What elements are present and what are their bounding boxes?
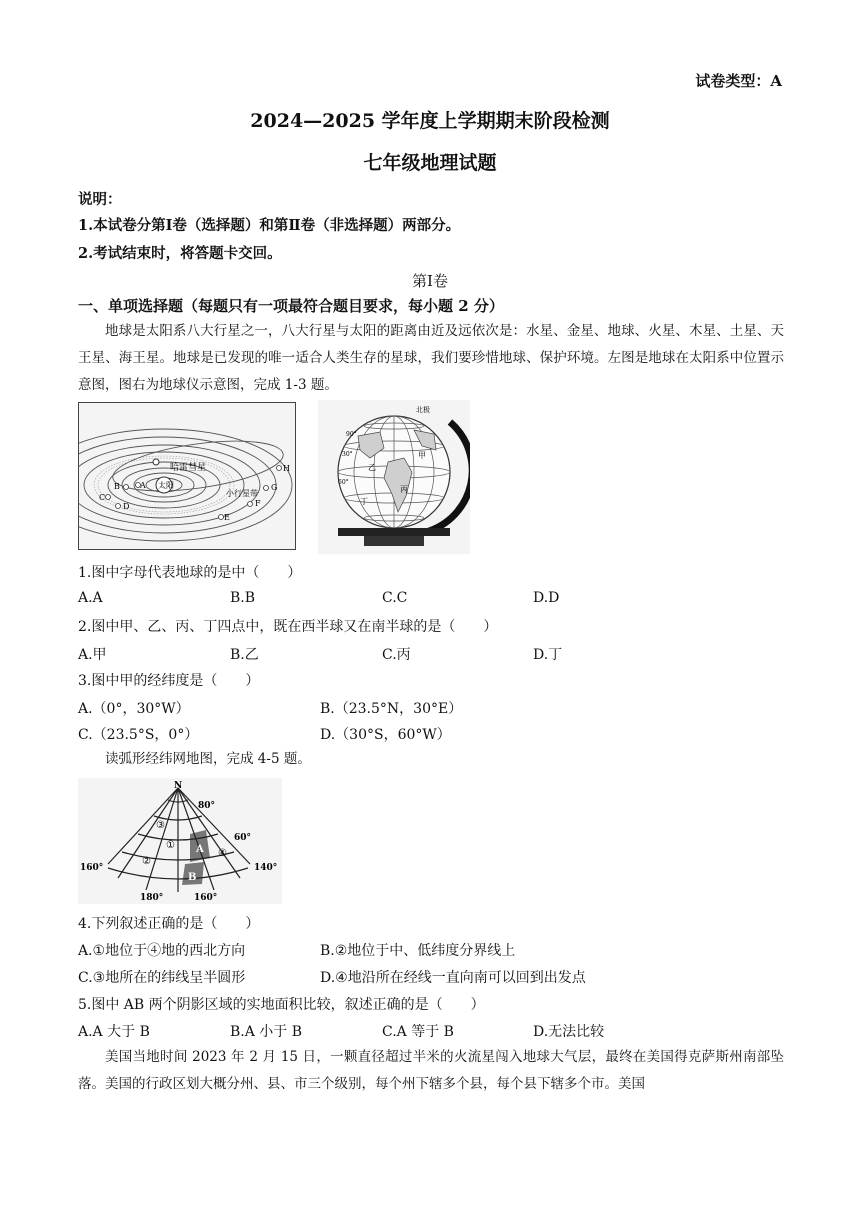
instructions-label: 说明： bbox=[78, 191, 122, 208]
globe-label: 北极 bbox=[416, 406, 430, 414]
question-stem: 1.图中字母代表地球的是中（ ） bbox=[78, 565, 302, 581]
answer-option: A.（0°，30°W） bbox=[78, 701, 190, 717]
grid-label: ② bbox=[142, 856, 151, 867]
solar-label: H bbox=[283, 464, 290, 473]
exam-subtitle: 七年级地理试题 bbox=[363, 152, 497, 174]
answer-option: B.A 小于 B bbox=[230, 1024, 303, 1040]
exam-title: 2024—2025 学年度上学期期末阶段检测 bbox=[250, 110, 610, 132]
paper-type: 试卷类型：A bbox=[695, 72, 782, 90]
arc-grid-figure bbox=[78, 778, 282, 904]
answer-option: A.A 大于 B bbox=[78, 1024, 150, 1040]
answer-option: D.丁 bbox=[533, 647, 563, 663]
solar-label: B bbox=[114, 482, 120, 491]
globe-label: 丁 bbox=[360, 497, 368, 506]
answer-option: B.乙 bbox=[230, 647, 259, 663]
grid-label: B bbox=[188, 872, 197, 883]
section-heading: 一、单项选择题（每题只有一项最符合题目要求，每小题 2 分） bbox=[78, 297, 504, 315]
globe-label: 30° bbox=[342, 451, 353, 458]
solar-label: E bbox=[224, 513, 230, 522]
answer-option: D.D bbox=[533, 590, 560, 606]
answer-option: B.B bbox=[230, 590, 256, 606]
grid-label: ① bbox=[166, 840, 175, 851]
instruction-item: 2.考试结束时，将答题卡交回。 bbox=[78, 245, 282, 262]
question-stem: 4.下列叙述正确的是（ ） bbox=[78, 916, 260, 932]
grid-label: 140° bbox=[254, 863, 278, 873]
answer-option: B.②地位于中、低纬度分界线上 bbox=[320, 943, 516, 959]
globe-figure bbox=[318, 400, 470, 554]
globe-label: 丙 bbox=[400, 485, 408, 494]
solar-label: F bbox=[255, 499, 261, 508]
solar-label: 太阳 bbox=[158, 481, 174, 490]
globe-label: 90° bbox=[346, 431, 357, 438]
passage: 读弧形经纬网地图，完成 4-5 题。 bbox=[105, 751, 311, 767]
answer-option: C.C bbox=[382, 590, 408, 606]
answer-option: C.（23.5°S，0°） bbox=[78, 727, 199, 743]
volume-heading: 第Ⅰ卷 bbox=[412, 272, 448, 290]
question-stem: 2.图中甲、乙、丙、丁四点中，既在西半球又在南半球的是（ ） bbox=[78, 619, 498, 635]
solar-label: 哈雷彗星 bbox=[170, 463, 207, 473]
grid-label: ④ bbox=[218, 848, 227, 859]
grid-label: A bbox=[196, 844, 204, 855]
solar-label: 小行星带 bbox=[226, 489, 258, 498]
answer-option: D.④地沿所在经线一直向南可以回到出发点 bbox=[320, 970, 586, 986]
grid-label: ③ bbox=[156, 820, 165, 831]
solar-system-figure bbox=[78, 402, 296, 550]
solar-label: A bbox=[140, 481, 146, 490]
solar-label: D bbox=[123, 502, 130, 511]
answer-option: D.无法比较 bbox=[533, 1024, 605, 1040]
grid-label: 160° bbox=[80, 863, 104, 873]
question-stem: 3.图中甲的经纬度是（ ） bbox=[78, 673, 260, 689]
globe-label: 乙 bbox=[368, 463, 376, 472]
grid-label: 180° bbox=[140, 893, 164, 903]
passage: 地球是太阳系八大行星之一，八大行星与太阳的距离由近及远依次是：水星、金星、地球、火星、木星、土星、天王星、海王星。地球是已发现的唯一适合人类生存的星球，我们要珍惜地球、保护环境。左图是地球在太阳系中位置示意图，图右为地球仪示意图，完成 1-3 题。 bbox=[78, 323, 784, 393]
answer-option: C.③地所在的纬线呈半圆形 bbox=[78, 970, 246, 986]
answer-option: A.①地位于④地的西北方向 bbox=[78, 943, 246, 959]
grid-label: 160° bbox=[194, 893, 218, 903]
grid-label: 60° bbox=[234, 833, 252, 843]
answer-option: C.A 等于 B bbox=[382, 1024, 454, 1040]
answer-option: B.（23.5°N，30°E） bbox=[320, 701, 463, 717]
solar-label: C bbox=[99, 493, 106, 502]
globe-label: 甲 bbox=[418, 451, 426, 460]
solar-label: G bbox=[271, 483, 278, 492]
grid-label: N bbox=[174, 781, 183, 791]
answer-option: C.丙 bbox=[382, 647, 411, 663]
instruction-item: 1.本试卷分第Ⅰ卷（选择题）和第Ⅱ卷（非选择题）两部分。 bbox=[78, 217, 461, 234]
passage: 美国当地时间 2023 年 2 月 15 日，一颗直径超过半米的火流星闯入地球大气层，最终在美国得克萨斯州南部坠落。美国的行政区划大概分州、县、市三个级别，每个州下辖多个县，每个县下辖多个市。美国 bbox=[78, 1049, 784, 1092]
globe-label: 60° bbox=[338, 479, 349, 486]
answer-option: D.（30°S，60°W） bbox=[320, 727, 451, 743]
grid-label: 80° bbox=[198, 801, 216, 811]
answer-option: A.A bbox=[78, 590, 103, 606]
answer-option: A.甲 bbox=[78, 647, 107, 663]
question-stem: 5.图中 AB 两个阴影区域的实地面积比较，叙述正确的是（ ） bbox=[78, 997, 485, 1013]
